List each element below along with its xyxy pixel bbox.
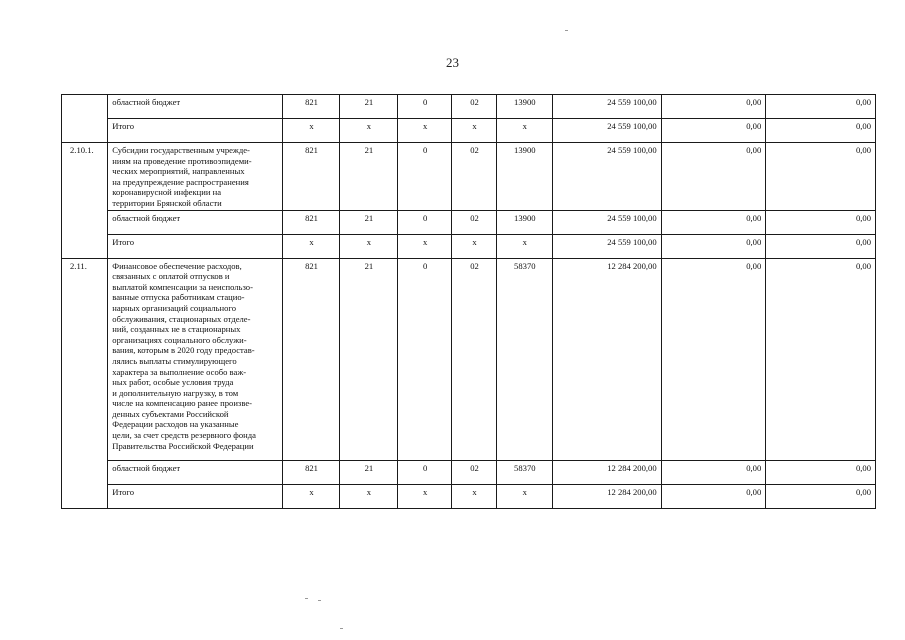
- amount-year-3: 0,00: [766, 95, 876, 119]
- row-number: 2.11.: [62, 258, 108, 508]
- amount-year-3: 0,00: [766, 210, 876, 234]
- description-line: ванные отпуска работникам стацио-: [112, 292, 245, 303]
- code-ministry: x: [283, 234, 339, 258]
- row-description: Итого: [108, 484, 283, 508]
- code-target: 02: [452, 460, 496, 484]
- table-row: [62, 484, 876, 508]
- row-description: областной бюджет: [108, 210, 283, 234]
- description-line: на предупреждение распространения: [112, 176, 249, 187]
- page-number: 23: [446, 55, 459, 70]
- code-target: x: [452, 484, 496, 508]
- code-direction: 13900: [496, 95, 552, 119]
- description-line: числе на компенсацию ранее произве-: [112, 398, 253, 409]
- code-section: x: [339, 484, 397, 508]
- amount-year-2: 0,00: [661, 119, 766, 143]
- budget-table: [61, 94, 876, 509]
- description-line: территории Брянской области: [112, 197, 222, 208]
- table-row: [62, 119, 876, 143]
- description-line: организациях социального обслужи-: [112, 334, 247, 345]
- code-section: 21: [339, 460, 397, 484]
- row-description: [108, 258, 283, 460]
- row-description: областной бюджет: [108, 460, 283, 484]
- description-line: цели, за счет средств резервного фонда: [112, 430, 256, 441]
- code-direction: 13900: [496, 210, 552, 234]
- scan-speck: [565, 30, 568, 31]
- row-description: Итого: [108, 119, 283, 143]
- code-ministry: x: [283, 484, 339, 508]
- amount-year-2: 0,00: [661, 258, 766, 460]
- description-line: ниям на проведение противоэпидеми-: [112, 155, 252, 166]
- scan-speck: [305, 598, 308, 599]
- amount-year-3: 0,00: [766, 460, 876, 484]
- code-ministry: 821: [283, 460, 339, 484]
- amount-year-3: 0,00: [766, 484, 876, 508]
- code-subsection: 0: [398, 258, 452, 460]
- table-row: [62, 210, 876, 234]
- description-line: вания, которым в 2020 году предостав-: [112, 345, 255, 356]
- code-subsection: x: [398, 119, 452, 143]
- description-line: связанных с оплатой отпусков и: [112, 271, 230, 282]
- description-line: коронавирусной инфекции на: [112, 187, 222, 198]
- description-line: денных субъектами Российской: [112, 408, 229, 419]
- code-ministry: 821: [283, 143, 339, 211]
- amount-year-1: 12 284 200,00: [552, 460, 661, 484]
- table-row: [62, 143, 876, 211]
- code-direction: 58370: [496, 258, 552, 460]
- code-section: x: [339, 234, 397, 258]
- description-line: ний, созданных не в стационарных: [112, 324, 241, 335]
- description-line: характера за выполнение особо важ-: [112, 366, 247, 377]
- code-target: 02: [452, 95, 496, 119]
- amount-year-1: 12 284 200,00: [552, 484, 661, 508]
- description-line: выплатой компенсации за неиспользо-: [112, 281, 253, 292]
- description-line: Федерации расходов на указанные: [112, 419, 239, 430]
- amount-year-1: 24 559 100,00: [552, 119, 661, 143]
- code-target: x: [452, 234, 496, 258]
- amount-year-2: 0,00: [661, 234, 766, 258]
- description-line: обслуживания, стационарных отделе-: [112, 313, 251, 324]
- row-number: [62, 95, 108, 143]
- code-target: 02: [452, 258, 496, 460]
- description-line: Субсидии государственным учрежде-: [112, 145, 250, 155]
- scan-speck: [340, 628, 343, 629]
- code-subsection: x: [398, 484, 452, 508]
- amount-year-1: 24 559 100,00: [552, 234, 661, 258]
- table-row: [62, 460, 876, 484]
- amount-year-2: 0,00: [661, 95, 766, 119]
- code-subsection: 0: [398, 210, 452, 234]
- description-line: ческих мероприятий, направленных: [112, 166, 245, 177]
- code-section: 21: [339, 143, 397, 211]
- description-line: Финансовое обеспечение расходов,: [112, 260, 242, 271]
- amount-year-3: 0,00: [766, 119, 876, 143]
- amount-year-2: 0,00: [661, 460, 766, 484]
- code-direction: x: [496, 484, 552, 508]
- scan-speck: [318, 600, 321, 601]
- amount-year-3: 0,00: [766, 258, 876, 460]
- amount-year-1: 24 559 100,00: [552, 210, 661, 234]
- code-section: x: [339, 119, 397, 143]
- amount-year-1: 24 559 100,00: [552, 143, 661, 211]
- amount-year-3: 0,00: [766, 143, 876, 211]
- amount-year-1: 24 559 100,00: [552, 95, 661, 119]
- code-subsection: 0: [398, 460, 452, 484]
- code-target: 02: [452, 210, 496, 234]
- row-description: [108, 143, 283, 211]
- code-section: 21: [339, 258, 397, 460]
- description-line: и дополнительную нагрузку, в том: [112, 387, 239, 398]
- table-row: [62, 234, 876, 258]
- code-subsection: 0: [398, 143, 452, 211]
- code-target: 02: [452, 143, 496, 211]
- code-ministry: 821: [283, 210, 339, 234]
- code-ministry: x: [283, 119, 339, 143]
- amount-year-1: 12 284 200,00: [552, 258, 661, 460]
- amount-year-2: 0,00: [661, 484, 766, 508]
- code-target: x: [452, 119, 496, 143]
- code-section: 21: [339, 210, 397, 234]
- code-direction: x: [496, 234, 552, 258]
- description-line: Правительства Российской Федерации: [112, 440, 254, 451]
- code-subsection: x: [398, 234, 452, 258]
- row-description: областной бюджет: [108, 95, 283, 119]
- code-ministry: 821: [283, 258, 339, 460]
- amount-year-2: 0,00: [661, 143, 766, 211]
- table-row: [62, 95, 876, 119]
- code-direction: 13900: [496, 143, 552, 211]
- table-row: [62, 258, 876, 460]
- description-line: нарных организаций социального: [112, 302, 237, 313]
- code-ministry: 821: [283, 95, 339, 119]
- amount-year-3: 0,00: [766, 234, 876, 258]
- code-direction: x: [496, 119, 552, 143]
- row-description: Итого: [108, 234, 283, 258]
- amount-year-2: 0,00: [661, 210, 766, 234]
- code-section: 21: [339, 95, 397, 119]
- description-line: лялись выплаты стимулирующего: [112, 355, 237, 366]
- code-direction: 58370: [496, 460, 552, 484]
- description-line: ных работ, особые условия труда: [112, 377, 234, 388]
- row-number: 2.10.1.: [62, 143, 108, 259]
- code-subsection: 0: [398, 95, 452, 119]
